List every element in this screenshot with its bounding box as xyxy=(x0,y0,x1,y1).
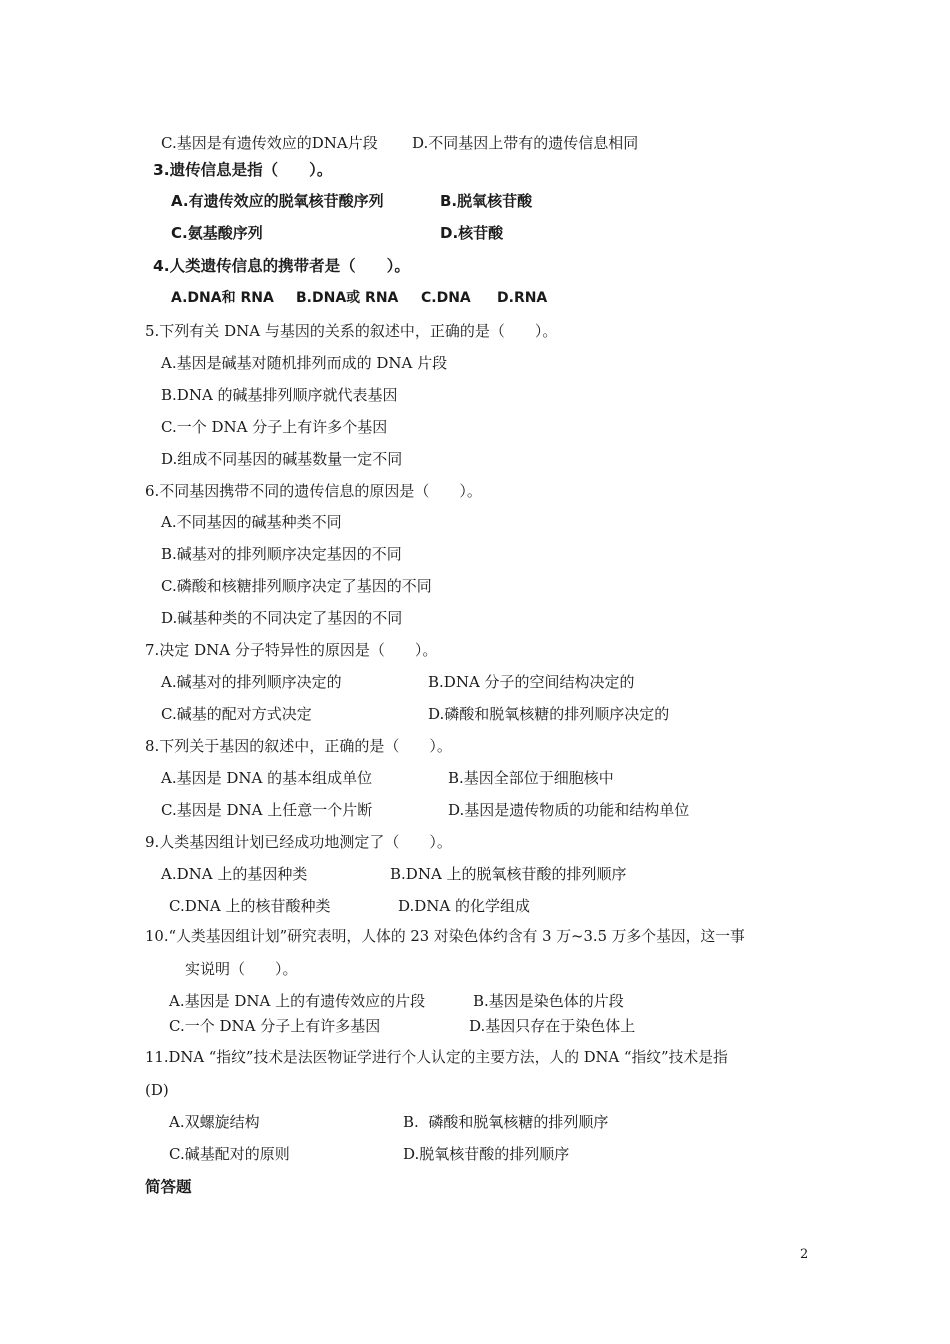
q9-option-d: D.DNA 的化学组成 xyxy=(398,897,531,915)
q10-stem-line-1: 10.“人类基因组计划”研究表明，人体的 23 对染色体约含有 3 万~3.5 万多个基因，这一事 xyxy=(145,928,745,945)
q6-option-a: A.不同基因的碱基种类不同 xyxy=(161,513,342,531)
q10-option-a: A.基因是 DNA 上的有遗传效应的片段 xyxy=(169,992,426,1010)
q8-option-d: D.基因是遗传物质的功能和结构单位 xyxy=(448,801,690,819)
q8-option-c: C.基因是 DNA 上任意一个片断 xyxy=(161,801,373,819)
q5-option-d: D.组成不同基因的碱基数量一定不同 xyxy=(161,450,403,468)
q10-stem-line-2: 实说明（ ）。 xyxy=(185,960,298,978)
q3-option-d: D.核苷酸 xyxy=(440,224,504,242)
q11-option-c: C.碱基配对的原则 xyxy=(169,1145,290,1163)
q9-option-a: A.DNA 上的基因种类 xyxy=(161,865,308,883)
q11-option-a: A.双螺旋结构 xyxy=(169,1113,260,1131)
q8-stem: 8.下列关于基因的叙述中，正确的是（ ）。 xyxy=(145,737,452,755)
q3-option-a: A.有遗传效应的脱氧核苷酸序列 xyxy=(171,192,384,210)
q9-stem: 9.人类基因组计划已经成功地测定了（ ）。 xyxy=(145,833,452,851)
q3-stem: 3.遗传信息是指（ ）。 xyxy=(153,161,333,179)
q11-stem-line-1: 11.DNA “指纹”技术是法医物证学进行个人认定的主要方法，人的 DNA “指纹”技术是指 xyxy=(145,1049,728,1066)
q4-option-a: A.DNA和 RNA xyxy=(171,290,274,306)
q5-option-a: A.基因是碱基对随机排列而成的 DNA 片段 xyxy=(161,354,448,372)
q7-option-b: B.DNA 分子的空间结构决定的 xyxy=(428,673,635,691)
q11-stem-line-2: (D) xyxy=(145,1081,169,1099)
q3-option-b: B.脱氧核苷酸 xyxy=(440,192,533,210)
q6-option-b: B.碱基对的排列顺序决定基因的不同 xyxy=(161,545,402,563)
q5-option-c: C.一个 DNA 分子上有许多个基因 xyxy=(161,418,388,436)
q7-stem: 7.决定 DNA 分子特异性的原因是（ ）。 xyxy=(145,641,438,659)
q4-option-c: C.DNA xyxy=(421,290,471,306)
q7-option-c: C.碱基的配对方式决定 xyxy=(161,705,312,723)
q7-option-a: A.碱基对的排列顺序决定的 xyxy=(161,673,342,691)
q2-option-c: C.基因是有遗传效应的DNA片段 xyxy=(161,134,378,152)
q4-stem: 4.人类遗传信息的携带者是（ ）。 xyxy=(153,257,410,275)
q3-option-c: C.氨基酸序列 xyxy=(171,224,263,242)
q6-option-c: C.磷酸和核糖排列顺序决定了基因的不同 xyxy=(161,577,432,595)
q5-option-b: B.DNA 的碱基排列顺序就代表基因 xyxy=(161,386,398,404)
q2-option-d: D.不同基因上带有的遗传信息相同 xyxy=(412,134,639,152)
q9-option-c: C.DNA 上的核苷酸种类 xyxy=(169,897,331,915)
q5-stem: 5.下列有关 DNA 与基因的关系的叙述中，正确的是（ ）。 xyxy=(145,322,558,340)
q8-option-b: B.基因全部位于细胞核中 xyxy=(448,769,614,787)
q9-option-b: B.DNA 上的脱氧核苷酸的排列顺序 xyxy=(390,865,627,883)
q11-option-b: B. 磷酸和脱氧核糖的排列顺序 xyxy=(403,1113,609,1131)
q6-option-d: D.碱基种类的不同决定了基因的不同 xyxy=(161,609,403,627)
q10-option-b: B.基因是染色体的片段 xyxy=(473,992,624,1010)
q4-option-b: B.DNA或 RNA xyxy=(296,290,399,306)
page-number: 2 xyxy=(800,1247,809,1262)
section-heading: 简答题 xyxy=(145,1178,192,1196)
q8-option-a: A.基因是 DNA 的基本组成单位 xyxy=(161,769,373,787)
q11-option-d: D.脱氧核苷酸的排列顺序 xyxy=(403,1145,570,1163)
q6-stem: 6.不同基因携带不同的遗传信息的原因是（ ）。 xyxy=(145,482,482,500)
q10-option-c: C.一个 DNA 分子上有许多基因 xyxy=(169,1017,381,1035)
q7-option-d: D.磷酸和脱氧核糖的排列顺序决定的 xyxy=(428,705,670,723)
q10-option-d: D.基因只存在于染色体上 xyxy=(469,1017,636,1035)
q4-option-d: D.RNA xyxy=(497,290,548,306)
